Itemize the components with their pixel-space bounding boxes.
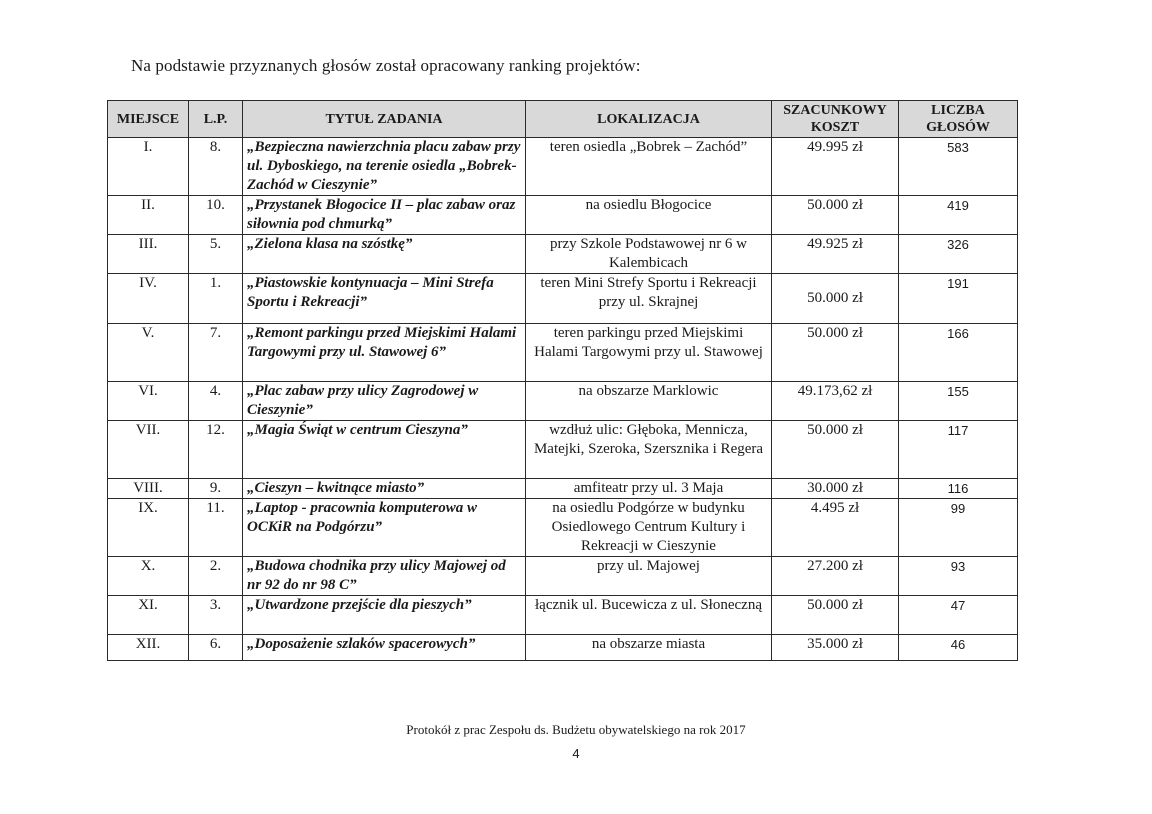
cell-lp: 9. <box>189 479 243 499</box>
cell-cost: 50.000 zł <box>772 324 899 382</box>
header-cost: SZACUNKOWY KOSZT <box>772 101 899 138</box>
cell-place: I. <box>108 138 189 196</box>
cell-lp: 8. <box>189 138 243 196</box>
cell-lp: 1. <box>189 274 243 324</box>
cell-lp: 7. <box>189 324 243 382</box>
cell-title: „Doposażenie szlaków spacerowych” <box>243 635 526 661</box>
cell-place: XI. <box>108 596 189 635</box>
cell-title: „Plac zabaw przy ulicy Zagrodowej w Cieszynie” <box>243 382 526 421</box>
cell-location: na osiedlu Błogocice <box>526 196 772 235</box>
table-row <box>108 235 1018 274</box>
table-row <box>108 499 1018 557</box>
cell-votes: 93 <box>899 557 1018 596</box>
cell-title: „Przystanek Błogocice II – plac zabaw oraz siłownia pod chmurką” <box>243 196 526 235</box>
cell-cost: 50.000 zł <box>772 196 899 235</box>
cell-cost: 35.000 zł <box>772 635 899 661</box>
table-row <box>108 635 1018 661</box>
cell-lp: 5. <box>189 235 243 274</box>
cell-cost: 4.495 zł <box>772 499 899 557</box>
cell-cost: 49.173,62 zł <box>772 382 899 421</box>
cell-location: teren osiedla „Bobrek – Zachód” <box>526 138 772 196</box>
header-location: LOKALIZACJA <box>526 101 772 138</box>
cell-lp: 4. <box>189 382 243 421</box>
cell-location: amfiteatr przy ul. 3 Maja <box>526 479 772 499</box>
cell-votes: 116 <box>899 479 1018 499</box>
cell-cost: 49.925 zł <box>772 235 899 274</box>
cell-title: „Utwardzone przejście dla pieszych” <box>243 596 526 635</box>
cell-lp: 10. <box>189 196 243 235</box>
cell-votes: 191 <box>899 274 1018 324</box>
cell-location: teren parkingu przed Miejskimi Halami Targowymi przy ul. Stawowej <box>526 324 772 382</box>
cell-location: na osiedlu Podgórze w budynku Osiedlowego Centrum Kultury i Rekreacji w Cieszynie <box>526 499 772 557</box>
cell-title: „Magia Świąt w centrum Cieszyna” <box>243 421 526 479</box>
cell-location: łącznik ul. Bucewicza z ul. Słoneczną <box>526 596 772 635</box>
cell-place: IX. <box>108 499 189 557</box>
cell-cost: 50.000 zł <box>772 596 899 635</box>
cell-title: „Budowa chodnika przy ulicy Majowej od nr 92 do nr 98 C” <box>243 557 526 596</box>
cell-location: na obszarze miasta <box>526 635 772 661</box>
table-row <box>108 421 1018 479</box>
cell-title: „Laptop - pracownia komputerowa w OCKiR na Podgórzu” <box>243 499 526 557</box>
footer-text: Protokół z prac Zespołu ds. Budżetu obywatelskiego na rok 2017 <box>406 722 746 737</box>
cell-title: „Piastowskie kontynuacja – Mini Strefa Sportu i Rekreacji” <box>243 274 526 324</box>
cell-votes: 46 <box>899 635 1018 661</box>
cell-votes: 166 <box>899 324 1018 382</box>
cell-votes: 99 <box>899 499 1018 557</box>
cell-place: VIII. <box>108 479 189 499</box>
header-lp: L.P. <box>189 101 243 138</box>
cell-place: X. <box>108 557 189 596</box>
cell-lp: 2. <box>189 557 243 596</box>
cell-location: przy ul. Majowej <box>526 557 772 596</box>
cell-title: „Remont parkingu przed Miejskimi Halami Targowymi przy ul. Stawowej 6” <box>243 324 526 382</box>
table-row <box>108 596 1018 635</box>
cell-votes: 326 <box>899 235 1018 274</box>
cell-cost: 27.200 zł <box>772 557 899 596</box>
cell-lp: 3. <box>189 596 243 635</box>
table-row <box>108 557 1018 596</box>
table-row <box>108 382 1018 421</box>
cell-location: wzdłuż ulic: Głęboka, Mennicza, Matejki, Szeroka, Szersznika i Regera <box>526 421 772 479</box>
ranking-table <box>107 100 1018 661</box>
cell-votes: 419 <box>899 196 1018 235</box>
table-row <box>108 324 1018 382</box>
header-votes: LICZBA GŁOSÓW <box>899 101 1018 138</box>
header-title: TYTUŁ ZADANIA <box>243 101 526 138</box>
cell-place: VI. <box>108 382 189 421</box>
cell-lp: 12. <box>189 421 243 479</box>
cell-place: VII. <box>108 421 189 479</box>
cell-place: IV. <box>108 274 189 324</box>
cell-lp: 6. <box>189 635 243 661</box>
cell-votes: 155 <box>899 382 1018 421</box>
cell-place: V. <box>108 324 189 382</box>
page-number: 4 <box>572 746 580 761</box>
table-row <box>108 479 1018 499</box>
cell-place: II. <box>108 196 189 235</box>
cell-cost: 50.000 zł <box>772 421 899 479</box>
table-row <box>108 274 1018 324</box>
intro-text: Na podstawie przyznanych głosów został opracowany ranking projektów: <box>131 56 641 75</box>
cell-votes: 117 <box>899 421 1018 479</box>
cell-lp: 11. <box>189 499 243 557</box>
cell-title: „Zielona klasa na szóstkę” <box>243 235 526 274</box>
cell-place: XII. <box>108 635 189 661</box>
table-row <box>108 196 1018 235</box>
cell-votes: 583 <box>899 138 1018 196</box>
cell-votes: 47 <box>899 596 1018 635</box>
cell-location: na obszarze Marklowic <box>526 382 772 421</box>
table-header-row <box>108 101 1018 138</box>
cell-title: „Cieszyn – kwitnące miasto” <box>243 479 526 499</box>
cell-cost: 30.000 zł <box>772 479 899 499</box>
cell-cost: 49.995 zł <box>772 138 899 196</box>
cell-place: III. <box>108 235 189 274</box>
cell-title: „Bezpieczna nawierzchnia placu zabaw przy ul. Dyboskiego, na terenie osiedla „Bobrek-Zachód w Cieszynie” <box>243 138 526 196</box>
header-place: MIEJSCE <box>108 101 189 138</box>
cell-cost: 50.000 zł <box>772 274 899 324</box>
table-row <box>108 138 1018 196</box>
cell-location: teren Mini Strefy Sportu i Rekreacji przy ul. Skrajnej <box>526 274 772 324</box>
cell-location: przy Szkole Podstawowej nr 6 w Kalembicach <box>526 235 772 274</box>
